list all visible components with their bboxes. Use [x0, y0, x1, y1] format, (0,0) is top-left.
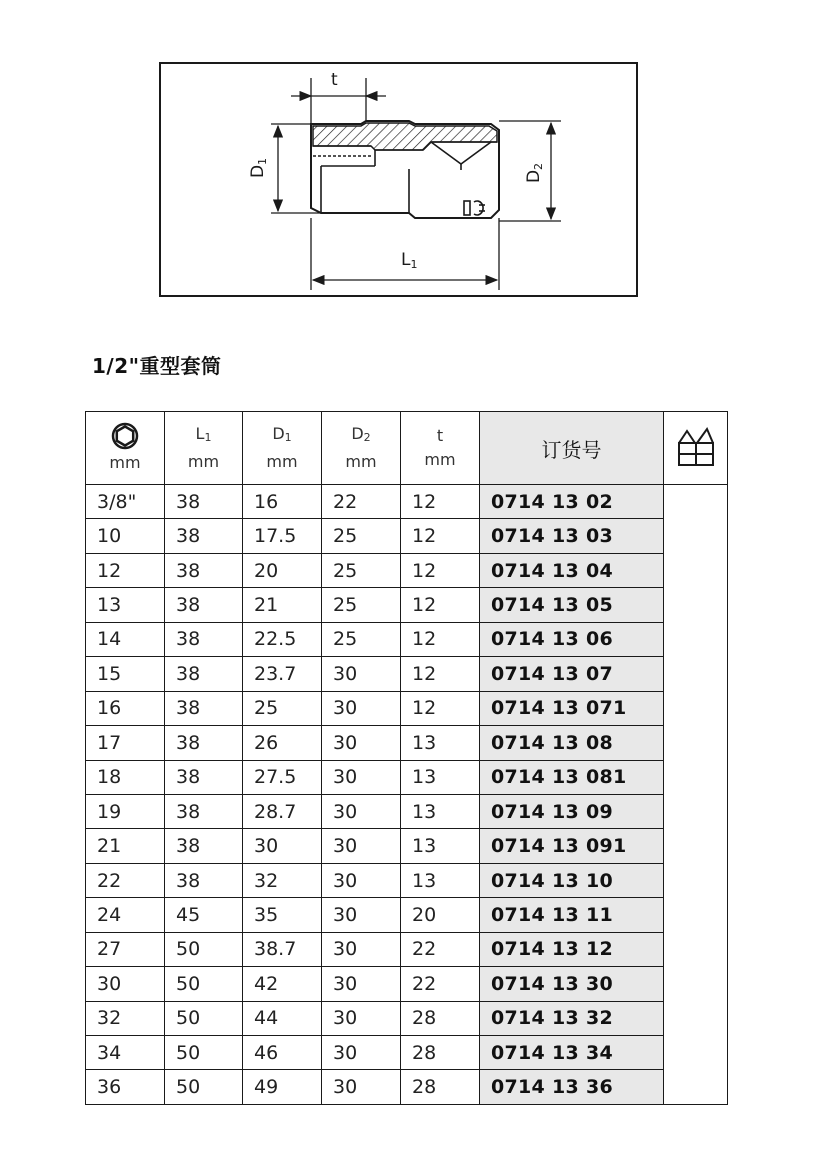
table-row — [86, 863, 728, 897]
table-row — [86, 485, 728, 519]
cell-size: 36 — [86, 1070, 165, 1104]
cell-size: 12 — [86, 553, 165, 587]
cell-size: 19 — [86, 794, 165, 828]
cell-d2: 30 — [322, 829, 401, 863]
cell-t: 22 — [401, 932, 480, 966]
cell-order: 0714 13 02 — [480, 485, 664, 519]
cell-size: 13 — [86, 588, 165, 622]
cell-order: 0714 13 08 — [480, 726, 664, 760]
cell-d2: 30 — [322, 967, 401, 1001]
table-row — [86, 726, 728, 760]
cell-t: 13 — [401, 794, 480, 828]
cell-d1: 20 — [243, 553, 322, 587]
cell-d1: 30 — [243, 829, 322, 863]
cell-d1: 17.5 — [243, 519, 322, 553]
cell-d2: 30 — [322, 794, 401, 828]
dim-d2-label: $D_2$ — [524, 162, 546, 184]
cell-d2: 22 — [322, 485, 401, 519]
cell-t: 12 — [401, 657, 480, 691]
cell-l1: 50 — [165, 1001, 243, 1035]
cell-l1: 38 — [165, 588, 243, 622]
cell-d1: 44 — [243, 1001, 322, 1035]
cell-size: 10 — [86, 519, 165, 553]
table-row — [86, 794, 728, 828]
cell-d2: 30 — [322, 691, 401, 725]
table-row — [86, 622, 728, 656]
table-row — [86, 1036, 728, 1070]
header-order-number: 订货号 — [480, 412, 664, 485]
cell-t: 13 — [401, 726, 480, 760]
table-row — [86, 691, 728, 725]
header-l1: L1 mm — [165, 412, 243, 485]
cell-l1: 50 — [165, 967, 243, 1001]
table-row — [86, 760, 728, 794]
cell-size: 18 — [86, 760, 165, 794]
cell-d2: 30 — [322, 932, 401, 966]
cell-d2: 25 — [322, 588, 401, 622]
cell-t: 12 — [401, 519, 480, 553]
table-row — [86, 932, 728, 966]
cell-size: 14 — [86, 622, 165, 656]
package-unit-icon — [673, 454, 719, 473]
cell-d2: 30 — [322, 898, 401, 932]
header-package — [664, 412, 728, 485]
dim-l1-label: $L_1$ — [401, 250, 418, 271]
cell-order: 0714 13 071 — [480, 691, 664, 725]
header-d2: D2 mm — [322, 412, 401, 485]
table-row — [86, 519, 728, 553]
cell-l1: 38 — [165, 794, 243, 828]
cell-t: 20 — [401, 898, 480, 932]
table-row — [86, 553, 728, 587]
cell-size: 21 — [86, 829, 165, 863]
cell-size: 3/8" — [86, 485, 165, 519]
cell-d1: 27.5 — [243, 760, 322, 794]
cell-d1: 21 — [243, 588, 322, 622]
cell-d1: 16 — [243, 485, 322, 519]
table-header-row — [86, 412, 728, 485]
header-size — [86, 412, 165, 485]
cell-t: 22 — [401, 967, 480, 1001]
cell-l1: 38 — [165, 760, 243, 794]
cell-d2: 25 — [322, 622, 401, 656]
cell-t: 13 — [401, 863, 480, 897]
hexagon-icon — [86, 421, 164, 451]
cell-order: 0714 13 34 — [480, 1036, 664, 1070]
cell-d2: 25 — [322, 519, 401, 553]
cell-order: 0714 13 091 — [480, 829, 664, 863]
cell-order: 0714 13 081 — [480, 760, 664, 794]
cell-l1: 50 — [165, 932, 243, 966]
cell-d1: 32 — [243, 863, 322, 897]
cell-d2: 30 — [322, 1036, 401, 1070]
cell-size: 27 — [86, 932, 165, 966]
cell-d1: 49 — [243, 1070, 322, 1104]
cell-l1: 38 — [165, 657, 243, 691]
cell-order: 0714 13 32 — [480, 1001, 664, 1035]
table-row — [86, 1070, 728, 1104]
cell-l1: 38 — [165, 863, 243, 897]
cell-l1: 38 — [165, 519, 243, 553]
cell-l1: 38 — [165, 553, 243, 587]
cell-d2: 30 — [322, 760, 401, 794]
cell-t: 12 — [401, 485, 480, 519]
cell-d1: 25 — [243, 691, 322, 725]
table-row — [86, 967, 728, 1001]
cell-order: 0714 13 06 — [480, 622, 664, 656]
cell-t: 28 — [401, 1001, 480, 1035]
cell-d1: 35 — [243, 898, 322, 932]
header-t: t mm — [401, 412, 480, 485]
cell-t: 28 — [401, 1070, 480, 1104]
cell-t: 12 — [401, 553, 480, 587]
cell-l1: 50 — [165, 1070, 243, 1104]
cell-d2: 30 — [322, 1001, 401, 1035]
cell-order: 0714 13 36 — [480, 1070, 664, 1104]
cell-t: 12 — [401, 622, 480, 656]
cell-t: 28 — [401, 1036, 480, 1070]
cell-l1: 38 — [165, 726, 243, 760]
table-row — [86, 657, 728, 691]
cell-d1: 23.7 — [243, 657, 322, 691]
cell-d2: 30 — [322, 657, 401, 691]
socket-spec-table — [85, 411, 728, 1105]
cell-order: 0714 13 10 — [480, 863, 664, 897]
cell-order: 0714 13 30 — [480, 967, 664, 1001]
cell-t: 12 — [401, 588, 480, 622]
dim-d1-label: $D_1$ — [248, 157, 270, 179]
cell-d1: 22.5 — [243, 622, 322, 656]
table-row — [86, 898, 728, 932]
cell-order: 0714 13 05 — [480, 588, 664, 622]
cell-order: 0714 13 03 — [480, 519, 664, 553]
cell-size: 17 — [86, 726, 165, 760]
table-row — [86, 1001, 728, 1035]
cell-l1: 38 — [165, 691, 243, 725]
cell-d1: 28.7 — [243, 794, 322, 828]
table-body — [86, 485, 728, 1105]
cell-order: 0714 13 04 — [480, 553, 664, 587]
cell-t: 12 — [401, 691, 480, 725]
package-column-blank — [664, 485, 728, 1105]
socket-dimension-drawing — [159, 62, 638, 297]
cell-l1: 38 — [165, 485, 243, 519]
header-size-unit: mm — [109, 453, 141, 472]
cell-d1: 46 — [243, 1036, 322, 1070]
cell-order: 0714 13 09 — [480, 794, 664, 828]
cell-size: 34 — [86, 1036, 165, 1070]
cell-order: 0714 13 12 — [480, 932, 664, 966]
cell-d2: 30 — [322, 1070, 401, 1104]
cell-size: 15 — [86, 657, 165, 691]
cell-d1: 38.7 — [243, 932, 322, 966]
cell-d1: 42 — [243, 967, 322, 1001]
cell-size: 16 — [86, 691, 165, 725]
cell-d1: 26 — [243, 726, 322, 760]
cell-t: 13 — [401, 829, 480, 863]
cell-l1: 38 — [165, 829, 243, 863]
cell-order: 0714 13 11 — [480, 898, 664, 932]
product-title: 1/2"重型套筒 — [92, 354, 222, 378]
cell-size: 24 — [86, 898, 165, 932]
cell-d2: 30 — [322, 726, 401, 760]
table-row — [86, 588, 728, 622]
dim-t-label: t — [331, 70, 338, 90]
cell-l1: 38 — [165, 622, 243, 656]
header-d1: D1 mm — [243, 412, 322, 485]
table-row — [86, 829, 728, 863]
cell-size: 32 — [86, 1001, 165, 1035]
cell-l1: 50 — [165, 1036, 243, 1070]
cell-size: 30 — [86, 967, 165, 1001]
cell-order: 0714 13 07 — [480, 657, 664, 691]
cell-d2: 25 — [322, 553, 401, 587]
cell-d2: 30 — [322, 863, 401, 897]
cell-size: 22 — [86, 863, 165, 897]
cell-l1: 45 — [165, 898, 243, 932]
cell-t: 13 — [401, 760, 480, 794]
